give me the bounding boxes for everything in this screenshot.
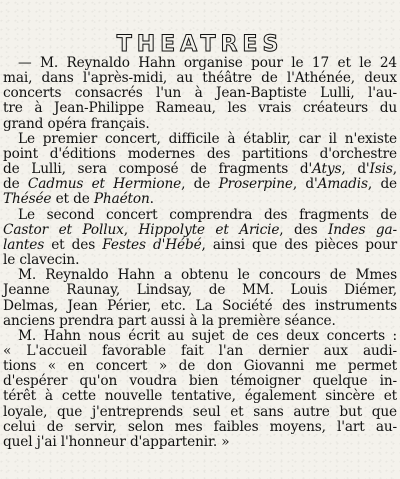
text-line [3,117,397,132]
text-run: tions « en concert » de don Giovanni me permet [3,358,397,375]
italic-title: Thésée [3,191,52,208]
text-run: M. Hahn nous écrit au sujet de ces deux concerts : [18,327,397,344]
text-run: loyale, que j'entreprends seul et sans autre but que [3,403,397,420]
text-run: et de [51,191,94,208]
text-line [3,147,397,162]
text-line [3,238,397,253]
italic-title: Cadmus et Hermione [27,176,182,193]
text-run: — M. Reynaldo Hahn organise pour le 17 et le 24 [18,55,397,71]
text-run: de [3,176,28,193]
italic-title: Hippolyte et Aricie [138,221,280,238]
text-run: anciens prendra part aussi à la première séance. [3,312,336,329]
text-line [3,299,397,314]
italic-title: lantes [3,236,45,253]
paragraph [3,268,397,329]
italic-title: Proserpine [218,176,293,193]
text-run: tre à Jean-Philippe Rameau, les vrais créateurs du [3,100,397,117]
text-line [3,283,397,298]
text-line [3,314,397,329]
text-line [3,71,397,86]
paragraph [3,56,397,132]
text-run: Le premier concert, difficile à établir, car il n'existe [18,130,397,147]
section-title: THEATRES [116,32,284,57]
text-run: , [123,221,139,238]
text-line [3,208,397,223]
text-run: , des [279,221,328,238]
text-line [3,223,397,238]
text-line [3,268,397,283]
paragraph [3,208,397,269]
text-run: , ainsi que des pièces pour [201,236,398,253]
text-line [3,374,397,389]
text-run: Jeanne Raunay, Lindsay, de MM. Louis Diémer, [3,282,397,299]
text-line [3,359,397,374]
italic-title: Castor et Pollux [3,221,124,238]
text-line [3,177,397,192]
text-run: térêt à cette nouvelle tentative, également sincère et [3,388,397,405]
text-line [3,56,397,71]
text-run: celui de servir, selon mes faibles moyens, l'art au- [3,418,397,435]
text-line [3,86,397,101]
article-body [3,56,397,450]
text-run: et des [44,236,103,253]
text-run: mai, dans l'après-midi, au théâtre de l'Athénée, deux [3,70,397,87]
text-run: « L'accueil favorable fait l'an dernier aux audi- [3,342,397,359]
italic-title: Isis [369,161,393,178]
text-line [3,344,397,359]
paragraph [3,132,397,208]
text-run: d'espérer qu'on voudra bien témoigner quelque in- [3,373,397,390]
italic-title: Indes ga- [328,221,397,238]
paragraph [3,329,397,450]
text-line [3,253,397,268]
text-run: . [149,191,154,208]
text-run: le clavecin. [3,252,80,269]
text-line [3,162,397,177]
italic-title: Amadis [317,176,368,193]
text-run: de Lulli, sera composé de fragments d' [3,161,313,178]
text-run: , de [367,176,397,193]
text-run: quel j'ai l'honneur d'appartenir. » [3,433,230,450]
text-run: , d' [341,161,370,178]
text-run: Delmas, Jean Périer, etc. La Société des instruments [3,297,397,314]
text-run: , [392,161,397,178]
text-line [3,329,397,344]
italic-title: Festes d'Hébé [102,236,202,253]
text-line [3,132,397,147]
text-run: , de [181,176,219,193]
section-header [3,6,397,56]
text-run: , d' [292,176,318,193]
italic-title: Atys [312,161,342,178]
text-run: grand opéra français. [3,115,150,132]
text-line [3,435,397,450]
text-run: concerts consacrés l'un à Jean-Baptiste Lulli, l'au- [3,85,397,102]
text-run: point d'éditions modernes des partitions d'orchestre [3,145,397,162]
text-line [3,192,397,207]
text-line [3,101,397,116]
text-line [3,405,397,420]
text-run: M. Reynaldo Hahn a obtenu le concours de Mmes [18,267,397,284]
text-line [3,389,397,404]
text-line [3,420,397,435]
text-run: Le second concert comprendra des fragments de [18,206,397,223]
italic-title: Phaéton [93,191,150,208]
